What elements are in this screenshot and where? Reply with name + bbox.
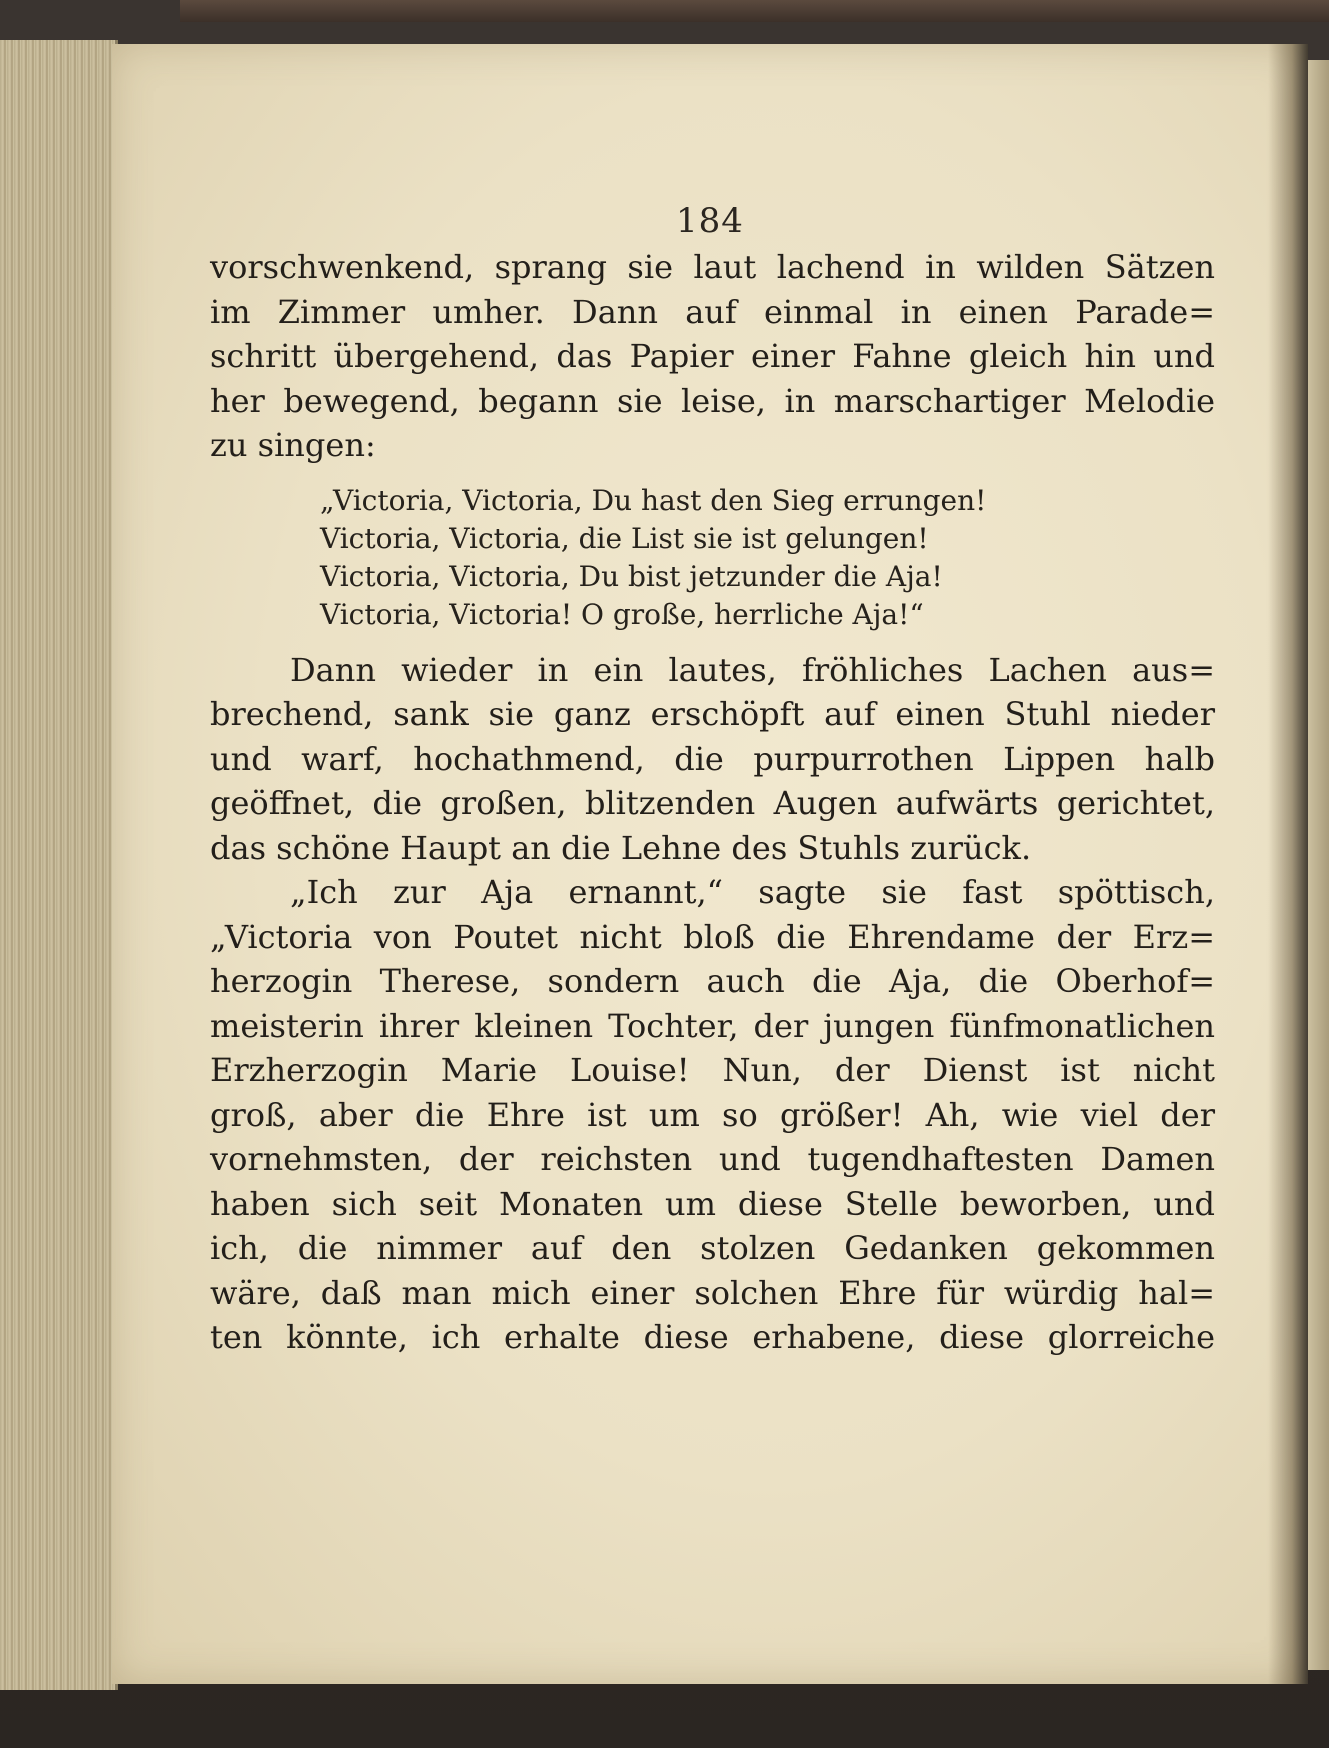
text-line: schritt übergehend, das Papier einer Fahne gleich hin und xyxy=(210,337,1215,375)
text-line: Dann wieder in ein lautes, fröhliches Lachen aus= xyxy=(290,650,1215,689)
body-text xyxy=(210,245,1215,1360)
text-line: brechend, sank sie ganz erschöpft auf einen Stuhl nieder xyxy=(210,695,1215,733)
text-line: ich, die nimmer auf den stolzen Gedanken gekommen xyxy=(210,1229,1215,1267)
text-line: vornehmsten, der reichsten und tugendhaftesten Damen xyxy=(210,1140,1215,1178)
verse-line: Victoria, Victoria! O große, herrliche Aja!“ xyxy=(320,597,924,631)
book-cover-edge xyxy=(180,0,1329,22)
text-line: geöffnet, die großen, blitzenden Augen aufwärts gerichtet, xyxy=(210,784,1215,822)
text-line: wäre, daß man mich einer solchen Ehre für würdig hal= xyxy=(210,1273,1215,1312)
paragraph-1 xyxy=(210,245,1215,468)
text-line: vorschwenkend, sprang sie laut lachend in wilden Sätzen xyxy=(210,248,1215,286)
paragraph-3 xyxy=(210,870,1215,1360)
text-line: her bewegend, begann sie leise, in marschartiger Melodie xyxy=(210,381,1215,420)
text-line: herzogin Therese, sondern auch die Aja, die Oberhof= xyxy=(210,962,1215,1000)
page-gutter xyxy=(1268,44,1308,1684)
text-line: im Zimmer umher. Dann auf einmal in einen Parade= xyxy=(210,292,1215,331)
verse-block xyxy=(320,482,1215,634)
text-line: Erzherzogin Marie Louise! Nun, der Dienst ist nicht xyxy=(210,1051,1215,1089)
verse-line: „Victoria, Victoria, Du hast den Sieg errungen! xyxy=(320,483,987,517)
text-line: groß, aber die Ehre ist um so größer! Ah, wie viel der xyxy=(210,1095,1215,1134)
text-line: „Ich zur Aja ernannt,“ sagte sie fast spöttisch, xyxy=(290,873,1215,911)
verse-line: Victoria, Victoria, Du bist jetzunder die Aja! xyxy=(320,559,943,593)
verse-line: Victoria, Victoria, die List sie ist gelungen! xyxy=(320,521,929,555)
text-line: haben sich seit Monaten um diese Stelle beworben, und xyxy=(210,1184,1215,1223)
page-stack-edge xyxy=(0,40,118,1690)
text-line: zu singen: xyxy=(210,426,376,464)
text-line: meisterin ihrer kleinen Tochter, der jungen fünfmonatlichen xyxy=(210,1006,1215,1045)
page-number: 184 xyxy=(676,201,744,241)
paragraph-2 xyxy=(210,648,1215,871)
text-line: das schöne Haupt an die Lehne des Stuhls zurück. xyxy=(210,828,1032,867)
text-line: „Victoria von Poutet nicht bloß die Ehrendame der Erz= xyxy=(210,917,1215,956)
text-line: und warf, hochathmend, die purpurrothen Lippen halb xyxy=(210,739,1215,778)
text-line: ten könnte, ich erhalte diese erhabene, diese glorreiche xyxy=(210,1318,1215,1356)
